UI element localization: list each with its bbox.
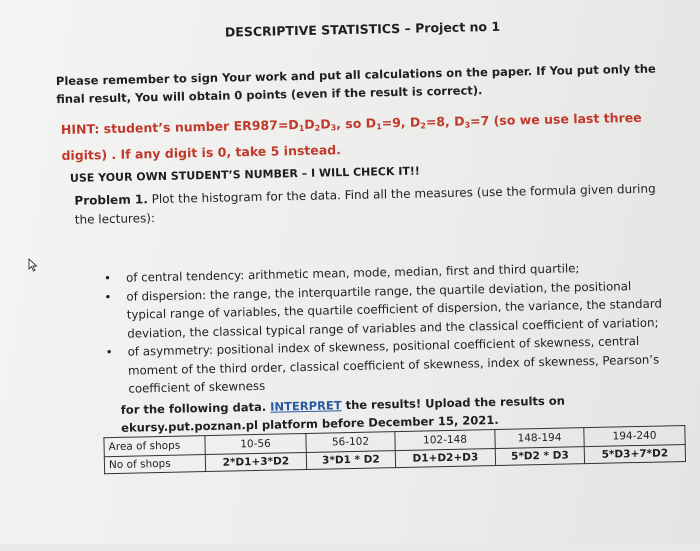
- table-cell-interval: 56-102: [306, 432, 396, 453]
- list-item-asymmetry: • of asymmetry: positional index of skewness, positional coefficient of skewness, central moment of the third order, classical coefficient of skewness, index of skewness, Pearson’s coefficient of skewness: [105, 331, 666, 398]
- page-title: DESCRIPTIVE STATISTICS – Project no 1: [224, 18, 501, 40]
- measures-list: [104, 257, 667, 398]
- table-cell-interval: 10-56: [205, 433, 306, 454]
- table-cell-interval: 148-194: [495, 428, 585, 449]
- hint-v2: =8, D: [425, 113, 465, 130]
- hint-sub-1: 1: [298, 123, 305, 134]
- table-cell-count: 2*D1+3*D2: [205, 452, 306, 471]
- hint-sub-5: 2: [420, 121, 427, 131]
- hint-sub-6: 3: [464, 120, 471, 130]
- hint-v1: =9, D: [381, 114, 421, 131]
- hint-sub-2: 2: [314, 123, 321, 133]
- hint-sub-3: 3: [330, 123, 337, 133]
- hint-mid: , so D: [336, 115, 377, 132]
- intro-instructions: Please remember to sign Your work and put all calculations on the paper. If You put only the final result, You will obtain 0 points (even if the result is correct).: [55, 61, 656, 107]
- problem-label: Problem 1.: [74, 192, 148, 208]
- hint-paragraph: HINT: student’s number $ER987=D_1D_2D_3$, so $D_1=9$, $D_2=8$, $D_3=7$ (so we use last three digits) . If any digit is 0, take 5 instead.: [60, 109, 642, 164]
- row-label-area: Area of shops: [104, 436, 205, 457]
- table-cell-interval: 102-148: [395, 430, 495, 451]
- list-item-central-tendency: • of central tendency: arithmetic mean, mode, median, first and third quartile;: [104, 257, 664, 287]
- list-item-dispersion: • of dispersion: the range, the interquartile range, the quartile deviation, the positional typical range of variables, the quartile coefficient of dispersion, the variance, the standard deviation, the classical typical range of variables and the classical coefficient of variation;: [104, 276, 665, 343]
- mouse-pointer-icon: [28, 258, 40, 272]
- table-cell-count: D1+D2+D3: [395, 448, 495, 467]
- problem-text: Plot the histogram for the data. Find all the measures (use the formula given during the lectures):: [74, 181, 656, 227]
- interpret-link[interactable]: INTERPRET: [270, 398, 342, 414]
- following-prefix: for the following data.: [120, 399, 271, 417]
- hint-prefix: HINT: student’s number ER987=D: [60, 117, 299, 138]
- row-label-count: No of shops: [104, 455, 205, 474]
- table-cell-interval: 194-240: [584, 426, 685, 447]
- hint-v3: =7 (so we use last three digits) . If any digit is 0, take 5 instead.: [61, 109, 642, 164]
- use-own-number-note: USE YOUR OWN STUDENT’S NUMBER – I WILL CHECK IT!!: [69, 164, 421, 185]
- following-suffix: the results! Upload the results on ekursy.put.poznan.pl platform before December 15, 2021.: [121, 393, 566, 435]
- table-cell-count: 3*D1 * D2: [306, 451, 395, 470]
- problem-statement: [74, 179, 665, 229]
- hint-sub-4: 1: [376, 122, 382, 132]
- table-cell-count: 5*D2 * D3: [495, 447, 584, 466]
- table-cell-count: 5*D3+7*D2: [584, 445, 685, 464]
